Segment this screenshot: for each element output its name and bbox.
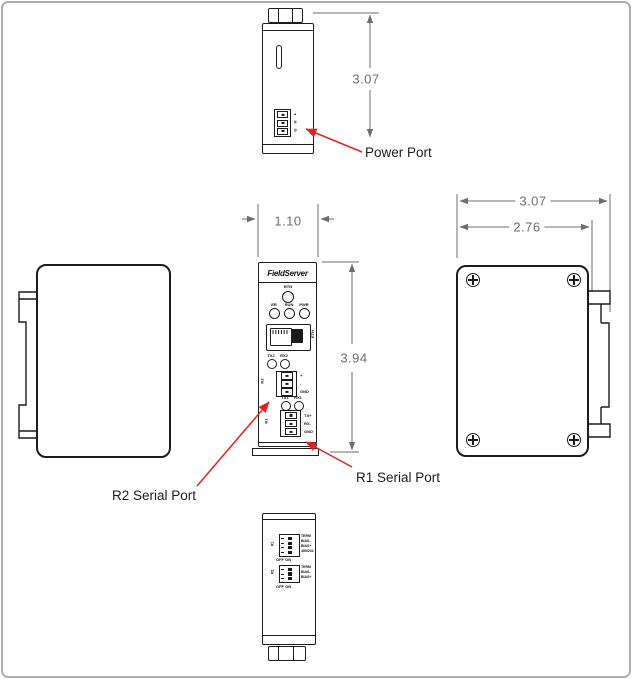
bottom-view-cap-line <box>262 519 316 520</box>
bottom-view-din-tab <box>268 646 306 661</box>
power-pin-label: N <box>292 120 298 124</box>
rear-view-body <box>456 265 589 457</box>
top-view-din-tab <box>268 8 303 23</box>
dip-bank2-label: R2 <box>270 569 275 574</box>
r2-pin-label: - <box>300 381 302 386</box>
power-terminal-pin <box>277 120 288 127</box>
r1-port-label: R1 <box>263 418 269 424</box>
led-label-er: ER <box>271 302 277 307</box>
r1-serial-annotation: R1 Serial Port <box>356 470 441 485</box>
front-bottom-cap-line <box>258 442 317 443</box>
rx2-led <box>280 359 290 369</box>
dip-switch <box>281 542 293 545</box>
tab-segment-line <box>292 9 293 22</box>
er-led <box>269 308 280 319</box>
dip-bank1-label: R1 <box>270 541 275 546</box>
dip-switch <box>281 572 293 575</box>
dip1-pin-label: BIAS- <box>301 539 311 543</box>
fieldserver-logo: FieldServer <box>259 266 316 283</box>
r1-terminal-pin <box>285 420 297 428</box>
btn-label: BTN <box>283 284 293 289</box>
r1-dip-switch-bank <box>279 534 300 557</box>
led-label-run: RUN <box>284 302 294 307</box>
bottom-cap-line <box>262 144 314 145</box>
r2-port-label: R2 <box>259 378 265 384</box>
ext-line <box>258 204 318 257</box>
corner-screw <box>567 273 581 287</box>
bottom-view-cap-line <box>262 635 316 636</box>
led-label-pwr: PWR <box>299 302 309 307</box>
corner-screw <box>466 273 480 287</box>
dip1-pin-label: TERM <box>301 534 311 538</box>
rear-view-din-clip <box>589 291 610 437</box>
side-view-body <box>36 264 171 458</box>
rj45-connector-body <box>291 329 303 343</box>
power-pin-label: L <box>292 112 298 116</box>
dip2-pin-label: TERM <box>301 565 311 569</box>
dip2-offon-label: OFF ON <box>276 584 292 589</box>
tx2-led-label: TX2 <box>267 353 275 358</box>
corner-screw <box>567 433 581 447</box>
side-view-din-clip <box>19 292 37 438</box>
dip1-pin-label: BIAS+ <box>301 544 312 548</box>
dip1-offon-label: OFF ON <box>276 557 292 562</box>
r1-terminal-pin <box>285 412 297 420</box>
top-cap-line <box>262 30 314 31</box>
rj45-connector-outline <box>270 328 292 346</box>
tx2-led <box>267 359 277 369</box>
run-led <box>284 308 295 319</box>
front-view-body <box>258 262 317 447</box>
rx1-led-label: RX1 <box>294 395 302 400</box>
dip2-pin-label: BIAS+ <box>301 575 312 579</box>
tab-segment-line <box>278 647 279 660</box>
tab-segment-line <box>278 9 279 22</box>
power-pin-label: G <box>292 128 298 132</box>
sd-slot <box>276 45 282 69</box>
r2-terminal-pin <box>281 380 293 388</box>
power-terminal-pin <box>277 111 288 118</box>
r2-dip-switch-bank <box>279 565 300 583</box>
r1-pin-label: TX+ <box>304 413 312 418</box>
r1-pin-label: RX- <box>304 421 311 426</box>
tx1-led-label: TX1 <box>281 395 289 400</box>
r1-terminal-block <box>280 410 301 437</box>
tab-segment-line <box>293 647 294 660</box>
dip2-pin-label: BIAS- <box>301 570 311 574</box>
eth-label: ETH <box>310 330 315 338</box>
r2-pin-label: + <box>300 373 303 378</box>
rx2-led-label: RX2 <box>280 353 288 358</box>
dim-height-label: 3.94 <box>336 351 371 366</box>
power-port-arrow <box>306 129 362 152</box>
dip-switch <box>281 537 293 540</box>
dip-switch <box>281 551 293 554</box>
dim-body-width-label: 2.76 <box>509 220 544 235</box>
dim-width-label: 1.10 <box>270 214 305 229</box>
dim-overall-width-label: 3.07 <box>515 194 550 209</box>
dip1-pin-label: 485/232 <box>301 549 314 553</box>
dip-switch <box>281 577 293 580</box>
r2-terminal-pin <box>281 372 293 380</box>
r2-serial-annotation: R2 Serial Port <box>112 488 197 503</box>
power-port-annotation: Power Port <box>365 145 432 160</box>
front-view-base <box>252 448 319 456</box>
r1-terminal-pin <box>285 428 297 436</box>
r2-pin-label: GND <box>300 389 309 394</box>
dip-switch <box>281 546 293 549</box>
dip-switch <box>281 568 293 571</box>
r2-terminal-block <box>276 371 297 397</box>
dim-depth-label: 3.07 <box>348 72 383 87</box>
r1-pin-label: GND <box>304 429 313 434</box>
power-terminal-pin <box>277 128 288 135</box>
pwr-led <box>299 308 310 319</box>
power-terminal-block <box>274 109 291 137</box>
corner-screw <box>466 433 480 447</box>
top-view-body <box>262 23 314 154</box>
bottom-view-body <box>262 513 316 645</box>
